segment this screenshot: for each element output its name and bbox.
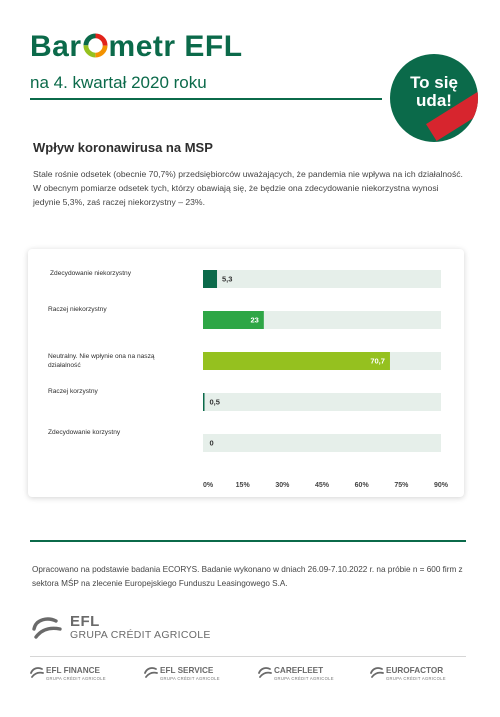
x-tick-label: 60% (354, 482, 369, 489)
bar-track (203, 270, 441, 288)
x-tick-label: 75% (394, 482, 409, 489)
efl-logo (30, 613, 230, 643)
header-rule (30, 98, 382, 100)
category-label: Raczej korzystny (48, 388, 98, 395)
barometer-o-icon (83, 32, 108, 57)
x-tick-label: 45% (314, 482, 330, 489)
bar-track (203, 393, 441, 411)
bar (203, 393, 205, 411)
credit-agricole-icon (30, 667, 44, 679)
credit-agricole-icon (258, 667, 272, 679)
badge-line-2: uda! (416, 91, 452, 110)
x-tick-label: 30% (275, 482, 290, 489)
header (30, 30, 470, 120)
bar-value-label: 0 (209, 438, 214, 448)
brand-text-end: metr EFL (108, 30, 243, 63)
bar-track (203, 434, 441, 452)
efl-logo-name: EFL (70, 613, 100, 630)
bar-value-label: 0,5 (209, 397, 220, 407)
category-label: Zdecydowanie korzystny (48, 429, 121, 436)
category-label: Neutralny. Nie wpłynie ona na naszą działalność (48, 353, 155, 369)
partner-sub: GRUPA CRÉDIT AGRICOLE (46, 676, 106, 681)
partner-name: EUROFACTOR (386, 666, 444, 675)
methodology-note: Opracowano na podstawie badania ECORYS. Badanie wykonano w dniach 26.09-7.10.2022 r. na próbie n = 600 firm z sektora MŚP na zlecenie Europejskiego Funduszu Leasingowego S.A. (32, 565, 463, 588)
bar (203, 270, 217, 288)
to-sie-uda-badge (390, 54, 478, 142)
badge-line-1: To się (410, 73, 458, 92)
section-title: Wpływ koronawirusa na MSP (33, 140, 213, 155)
bar-value-label: 5,3 (222, 274, 233, 284)
partner-name: EFL FINANCE (46, 666, 100, 675)
credit-agricole-icon (370, 667, 384, 679)
partners-rule (30, 656, 466, 657)
bar-chart (28, 249, 464, 497)
partner-name: CAREFLEET (274, 666, 324, 675)
partner-logos (30, 664, 470, 692)
credit-agricole-icon (30, 615, 64, 641)
intro-paragraph: Stale rośnie odsetek (obecnie 70,7%) przedsiębiorców uważających, że pandemia nie wpływa na ich działalność. W obecnym pomiarze odsetek tych, którzy obawiają się, że będzie ona zdecydowanie niekorzystna wynosi jedynie 5,3%, zaś raczej niekorzystny – 23%. (33, 169, 463, 207)
report-subtitle: na 4. kwartał 2020 roku (30, 73, 207, 92)
bar-value-label: 23 (250, 315, 259, 325)
partner-sub: GRUPA CRÉDIT AGRICOLE (160, 676, 220, 681)
bar-chart-card (28, 249, 464, 497)
bar (203, 352, 390, 370)
efl-logo-group: GRUPA CRÉDIT AGRICOLE (70, 629, 211, 641)
x-tick-label: 0% (203, 482, 214, 489)
x-tick-label: 15% (235, 482, 250, 489)
footer-rule (30, 540, 466, 542)
partner-sub: GRUPA CRÉDIT AGRICOLE (386, 676, 446, 681)
partner-sub: GRUPA CRÉDIT AGRICOLE (274, 676, 334, 681)
brand-title (30, 30, 243, 64)
x-tick-label: 90% (433, 482, 449, 489)
bar-value-label: 70,7 (370, 356, 385, 366)
category-label: Zdecydowanie niekorzystny (50, 270, 131, 277)
brand-text-start: Bar (30, 30, 82, 63)
category-label: Raczej niekorzystny (48, 306, 107, 313)
credit-agricole-icon (144, 667, 158, 679)
badge-text (390, 74, 478, 110)
partner-name: EFL SERVICE (160, 666, 214, 675)
